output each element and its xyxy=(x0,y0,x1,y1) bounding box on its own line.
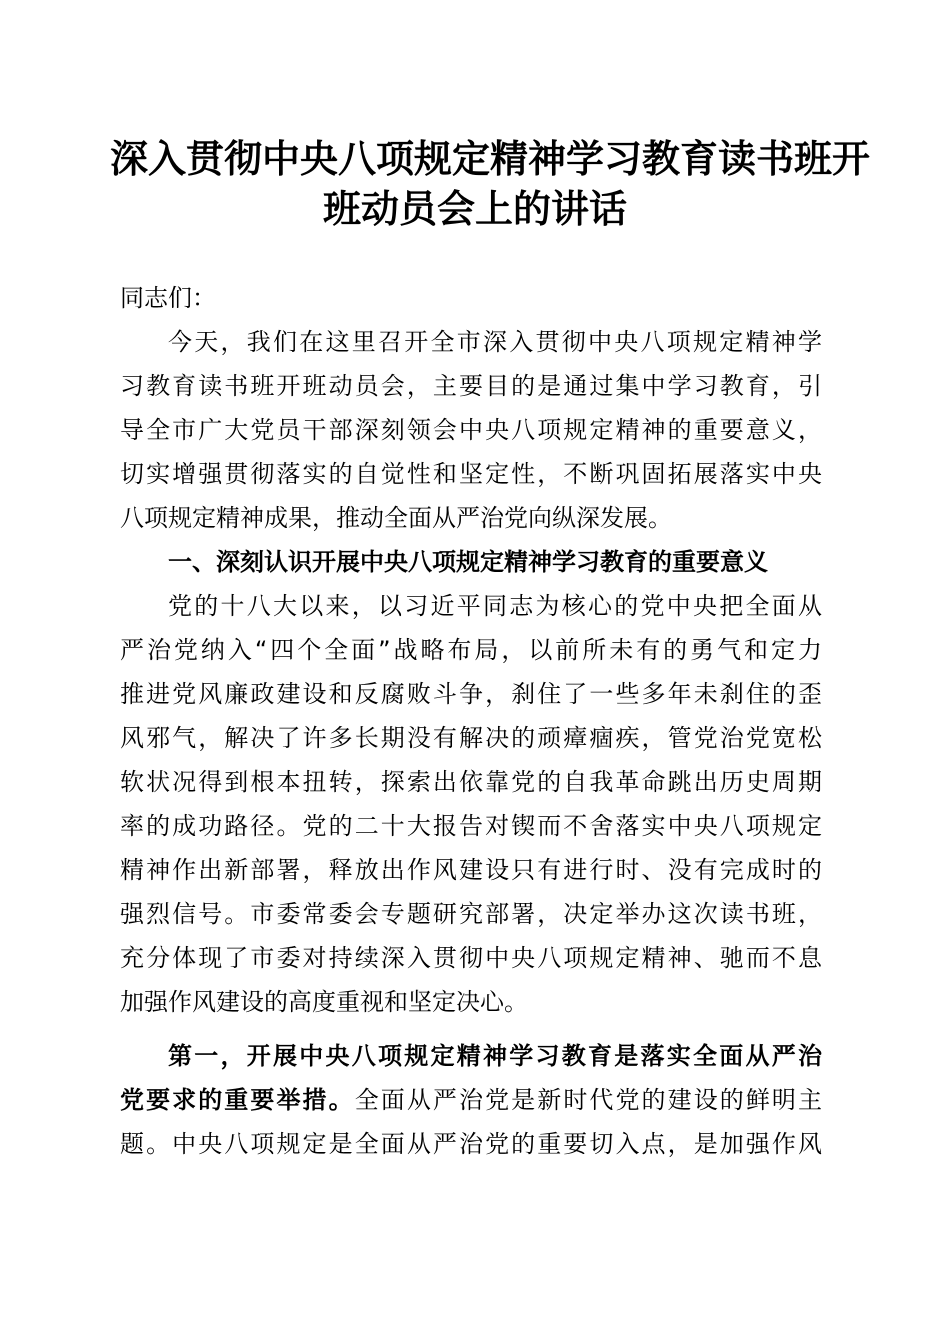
paragraph-2-line-4: 风邪气，解决了许多长期没有解决的顽瘴痼疾，管党治党宽松 xyxy=(120,724,822,752)
paragraph-2-line-9: 充分体现了市委对持续深入贯彻中央八项规定精神、驰而不息 xyxy=(120,944,822,972)
paragraph-2-line-8: 强烈信号。市委常委会专题研究部署，决定举办这次读书班， xyxy=(120,900,822,928)
paragraph-2-line-2: 严治党纳入“四个全面”战略布局，以前所未有的勇气和定力 xyxy=(120,636,822,664)
paragraph-2-line-1: 党的十八大以来，以习近平同志为核心的党中央把全面从 xyxy=(168,592,822,620)
paragraph-3-line-2 xyxy=(120,1078,822,1122)
document-title-line-1: 深入贯彻中央八项规定精神学习教育读书班开 xyxy=(110,136,871,181)
paragraph-1-line-2: 习教育读书班开班动员会，主要目的是通过集中学习教育，引 xyxy=(120,372,822,400)
section-heading-1: 一、深刻认识开展中央八项规定精神学习教育的重要意义 xyxy=(168,548,768,576)
paragraph-3-normal-text: 全面从严治党是新时代党的建设的鲜明主 xyxy=(354,1086,822,1114)
paragraph-2-line-10: 加强作风建设的高度重视和坚定决心。 xyxy=(120,988,528,1016)
paragraph-2-line-6: 率的成功路径。党的二十大报告对锲而不舍落实中央八项规定 xyxy=(120,812,822,840)
paragraph-1-line-1: 今天，我们在这里召开全市深入贯彻中央八项规定精神学 xyxy=(168,328,822,356)
paragraph-2-line-3: 推进党风廉政建设和反腐败斗争，刹住了一些多年未刹住的歪 xyxy=(120,680,822,708)
paragraph-1-line-5: 八项规定精神成果，推动全面从严治党向纵深发展。 xyxy=(120,504,672,532)
salutation: 同志们： xyxy=(120,284,216,312)
paragraph-1-line-3: 导全市广大党员干部深刻领会中央八项规定精神的重要意义， xyxy=(120,416,822,444)
paragraph-3-line-1: 第一，开展中央八项规定精神学习教育是落实全面从严治 xyxy=(168,1042,822,1070)
paragraph-2-line-7: 精神作出新部署，释放出作风建设只有进行时、没有完成时的 xyxy=(120,856,822,884)
paragraph-2-line-5: 软状况得到根本扭转，探索出依靠党的自我革命跳出历史周期 xyxy=(120,768,822,796)
paragraph-3-line-3: 题。中央八项规定是全面从严治党的重要切入点，是加强作风 xyxy=(120,1130,822,1158)
paragraph-3-bold-lead: 党要求的重要举措。 xyxy=(120,1086,355,1114)
document-title-line-2: 班动员会上的讲话 xyxy=(322,186,627,231)
paragraph-3-line-2-content xyxy=(120,1078,822,1122)
paragraph-1-line-4: 切实增强贯彻落实的自觉性和坚定性，不断巩固拓展落实中央 xyxy=(120,460,822,488)
